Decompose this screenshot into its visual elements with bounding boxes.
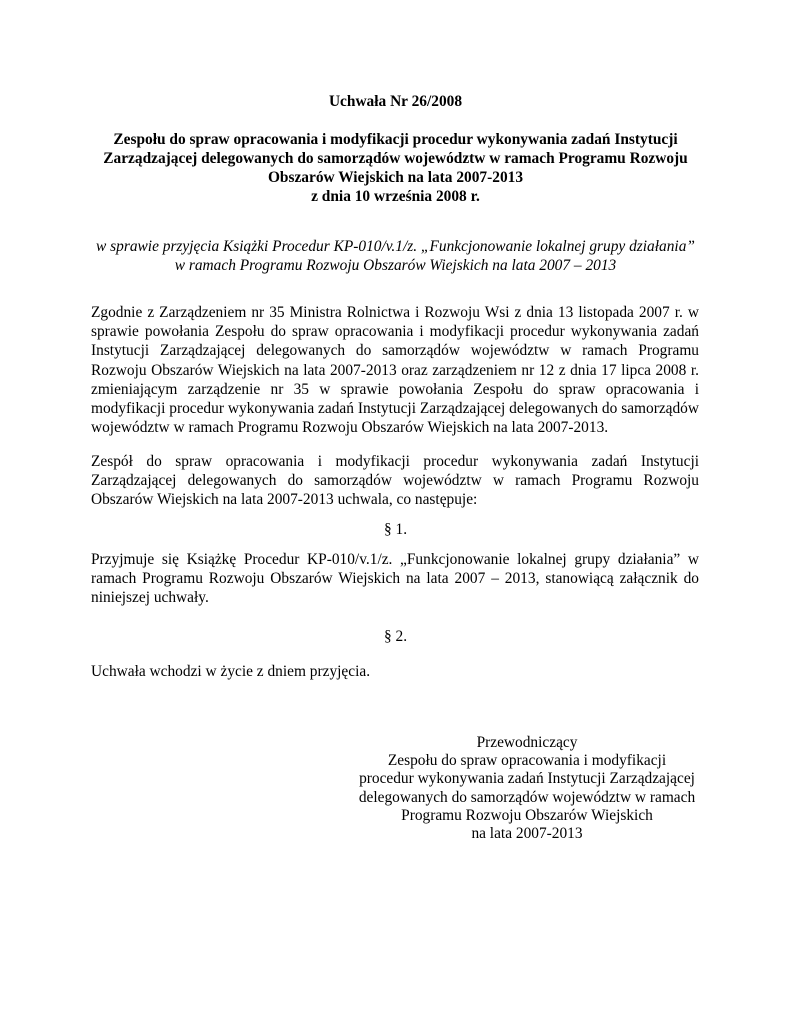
document-heading <box>0 130 791 206</box>
heading-date: z dnia 10 września 2008 r. <box>311 188 480 205</box>
signature-line: Przewodniczący <box>476 734 578 751</box>
heading-line: Zespołu do spraw opracowania i modyfikacji procedur wykonywania zadań Instytucji <box>113 131 678 148</box>
section-2-mark: § 2. <box>383 628 408 645</box>
document-title: Uchwała Nr 26/2008 <box>328 93 463 110</box>
signature-line: delegowanych do samorządów województw w ramach <box>358 788 696 806</box>
preamble-paragraph: Zgodnie z Zarządzeniem nr 35 Ministra Rolnictwa i Rozwoju Wsi z dnia 13 listopada 2007 r. w sprawie powołania Zespołu do spraw opracowania i modyfikacji procedur wykonywania zadań Instytucji Zarządzającej delegowanych do samorządów województw w ramach Programu Rozwoju Obszarów Wiejskich na lata 2007-2013 oraz zarządzeniem nr 12 z dnia 17 lipca 2008 r. zmieniającym zarządzenie nr 35 w sprawie powołania Zespołu do spraw opracowania i modyfikacji procedur wykonywania zadań Instytucji Zarządzającej delegowanych do samorządów województw w ramach Programu Rozwoju Obszarów Wiejskich na lata 2007-2013. <box>91 304 699 437</box>
heading-line: Obszarów Wiejskich na lata 2007-2013 <box>267 169 524 186</box>
section-2-text: Uchwała wchodzi w życie z dniem przyjęcia. <box>91 663 371 680</box>
signature-line: Programu Rozwoju Obszarów Wiejskich <box>401 806 653 824</box>
subject-line: w sprawie przyjęcia Książki Procedur KP-010/v.1/z. „Funkcjonowanie lokalnej grupy działania” <box>96 238 695 255</box>
signature-line: Zespołu do spraw opracowania i modyfikacji <box>387 752 667 770</box>
heading-line: Zarządzającej delegowanych do samorządów województw w ramach Programu Rozwoju <box>103 150 688 167</box>
signature-line: na lata 2007-2013 <box>471 825 583 843</box>
document-subject <box>0 237 791 275</box>
signature-line: procedur wykonywania zadań Instytucji Zarządzającej <box>359 770 695 788</box>
signature-block <box>340 734 714 843</box>
resolution-intro-paragraph: Zespół do spraw opracowania i modyfikacji procedur wykonywania zadań Instytucji Zarządzającej delegowanych do samorządów województw w ramach Programu Rozwoju Obszarów Wiejskich na lata 2007-2013 uchwala, co następuje: <box>91 453 699 509</box>
section-1-mark: § 1. <box>383 521 408 538</box>
section-1-text: Przyjmuje się Książkę Procedur KP-010/v.1/z. „Funkcjonowanie lokalnej grupy działania” w ramach Programu Rozwoju Obszarów Wiejskich na lata 2007 – 2013, stanowiącą załącznik do niniejszej uchwały. <box>91 551 699 607</box>
subject-line: w ramach Programu Rozwoju Obszarów Wiejskich na lata 2007 – 2013 <box>174 257 617 274</box>
